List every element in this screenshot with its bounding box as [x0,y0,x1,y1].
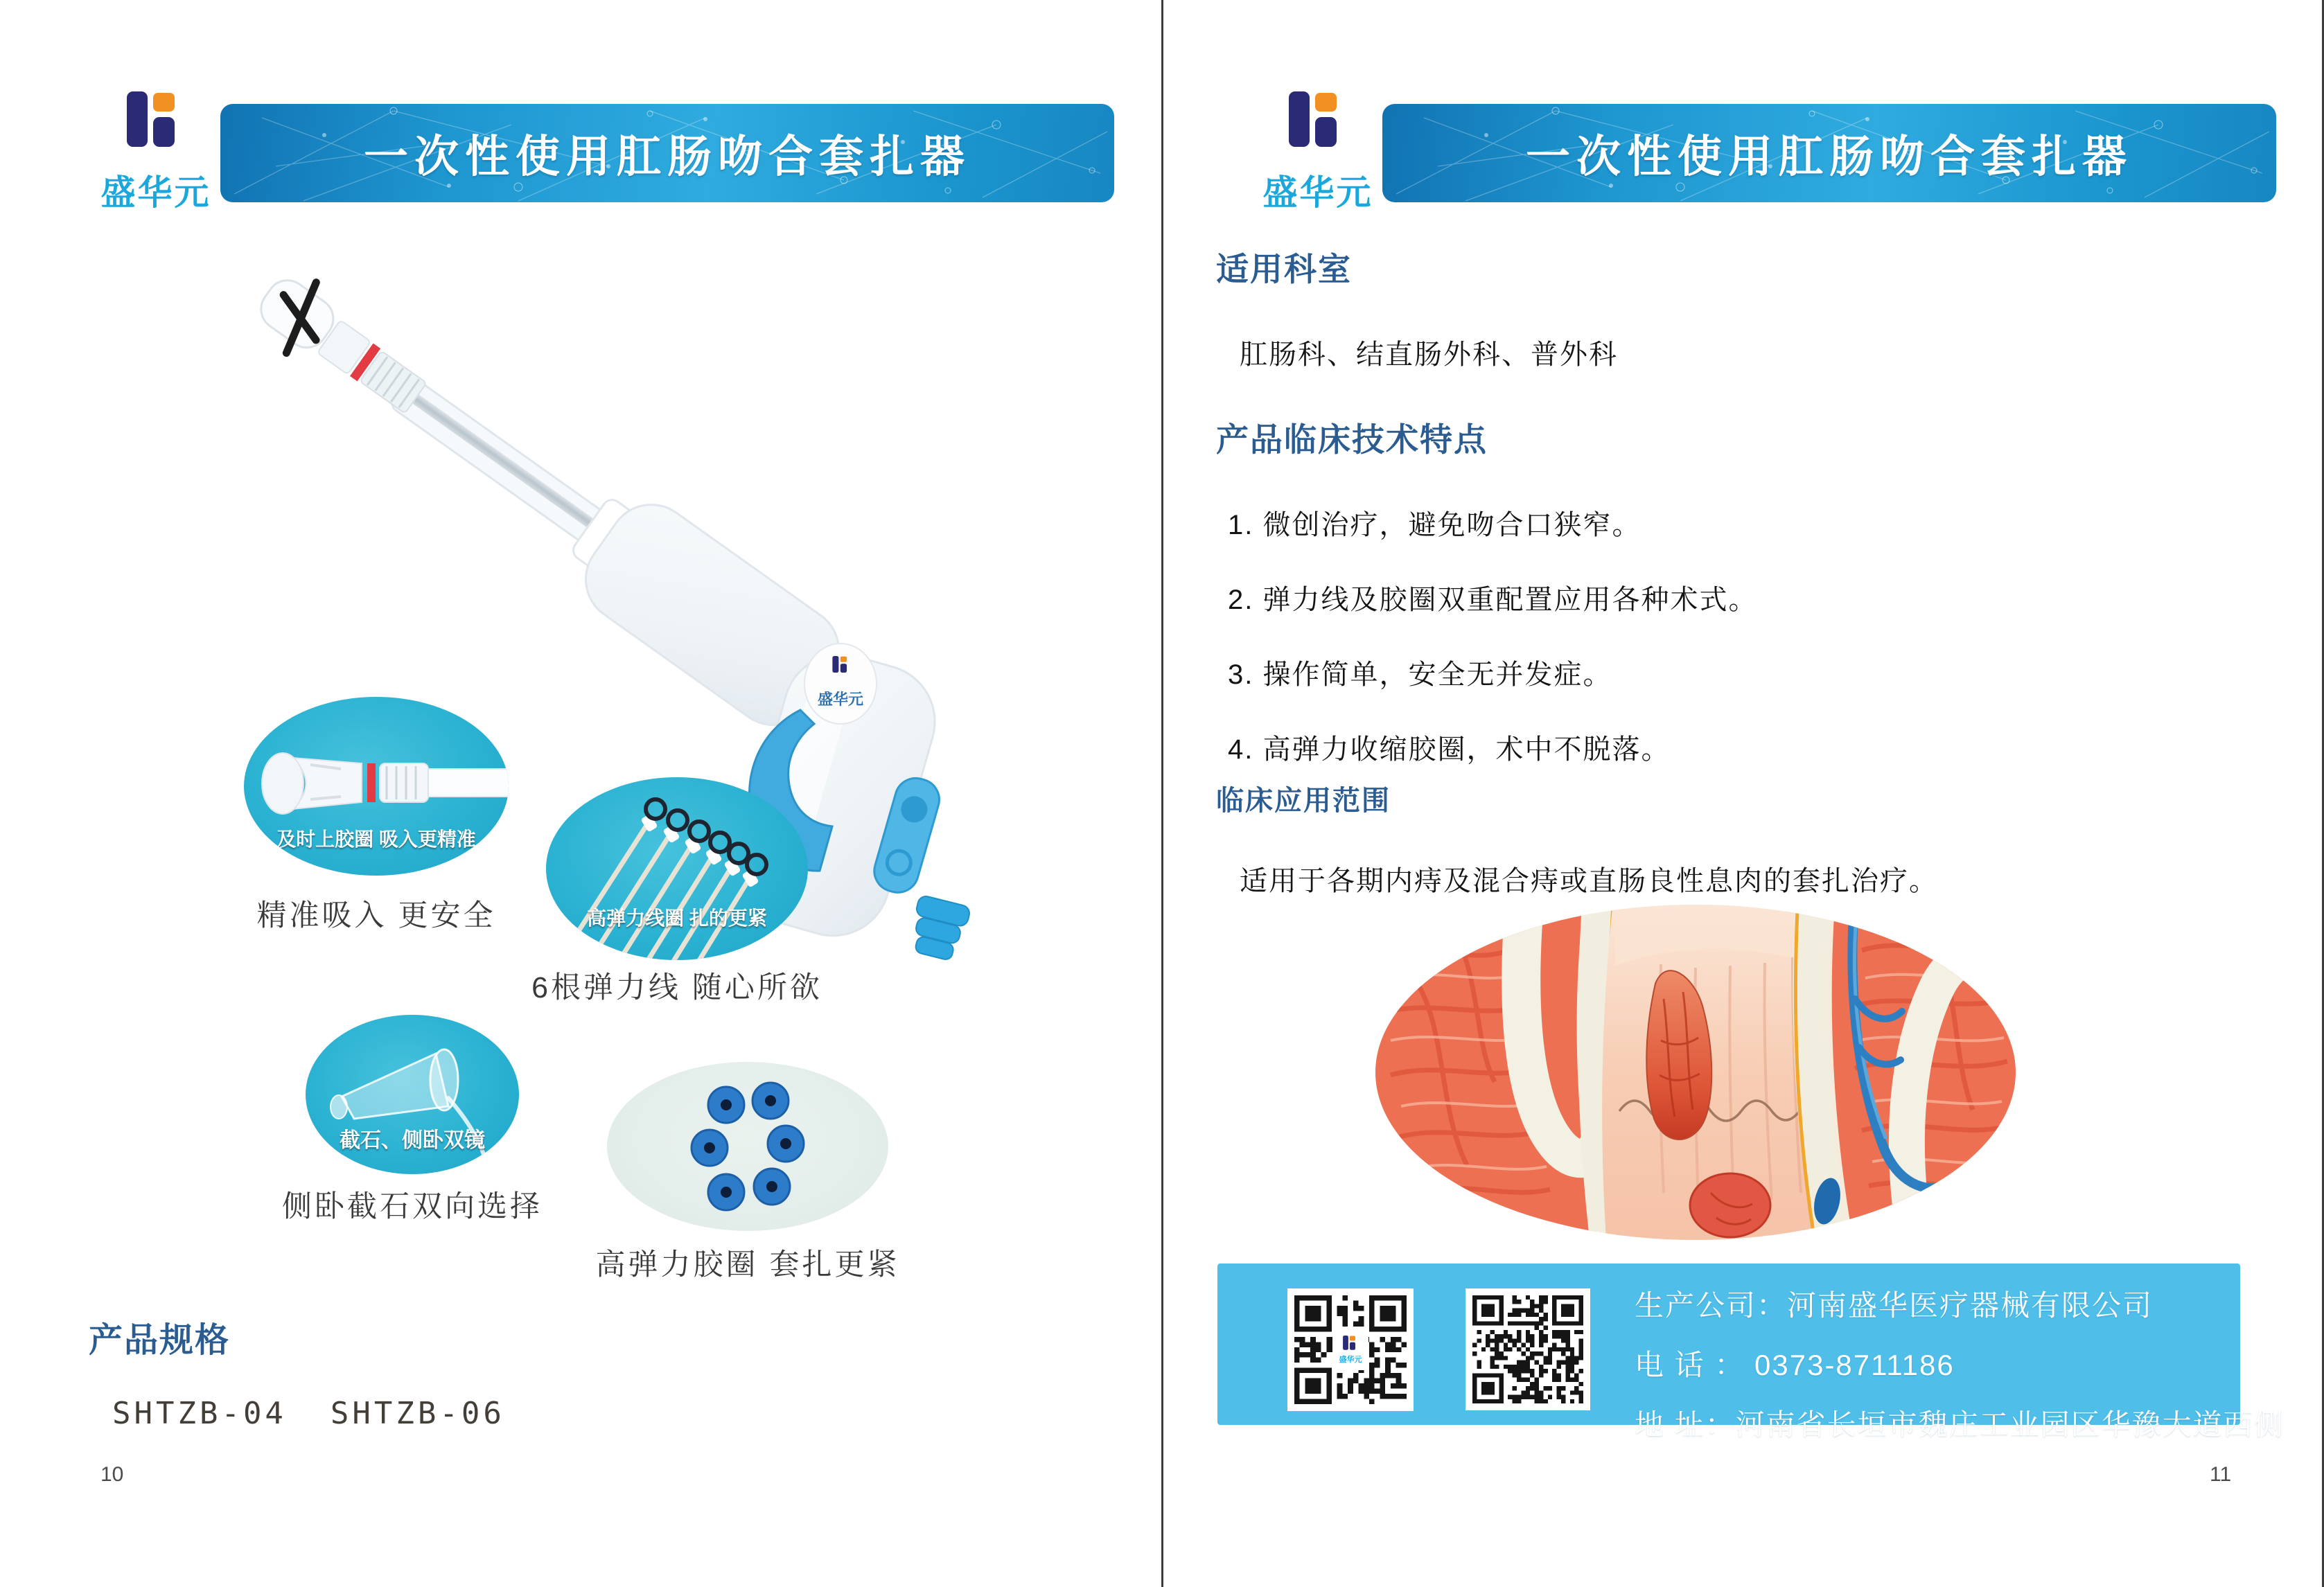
device-brand-sticker [804,644,877,724]
company-logo [1252,91,1384,215]
shenghuayuan-logo-icon [1341,1336,1359,1354]
page-title: 一次性使用肛肠吻合套扎器 [1526,132,2133,181]
anatomy-illustration-hemorrhoids [1370,902,2021,1243]
clinical-features-list [1228,503,1757,802]
page-number: 10 [100,1463,124,1486]
clinical-feature-item: 2. 弹力线及胶圈双重配置应用各种术式。 [1228,585,1758,615]
application-heading: 临床应用范围 [1216,786,1391,816]
contact-info [1635,1283,2285,1444]
feature-badge: 高弹力线圈 扎的更紧 [587,907,767,929]
feature-suction-photo [244,697,509,876]
phone-line: 电 话 ： 0373-8711186 [1635,1349,1955,1381]
clinical-feature-item: 4. 高弹力收缩胶圈，术中不脱落。 [1228,734,1671,765]
application-text: 适用于各期内痔及混合痔或直肠良性息肉的套扎治疗。 [1240,866,1938,896]
feature-elastic-lines-photo [546,777,808,960]
elastic-lines-illustration [546,777,808,960]
feature-badge: 截石、侧卧双镜 [340,1129,485,1152]
feature-label: 高弹力胶圈 套扎更紧 [595,1248,900,1282]
shenghuayuan-logo-icon [121,91,191,161]
feature-label: 6根弹力线 随心所欲 [531,971,822,1004]
feature-label: 精准吸入 更安全 [256,899,496,932]
page-number: 11 [2210,1463,2232,1486]
feature-rubber-rings-photo [607,1062,888,1231]
clinical-feature-item: 1. 微创治疗，避免吻合口狭窄。 [1228,510,1641,540]
qr-center-logo [1332,1330,1368,1370]
departments-heading: 适用科室 [1216,251,1352,287]
page-divider [1161,0,1163,1587]
brand-name: 盛华元 [1262,173,1373,212]
svg-text:盛华元: 盛华元 [817,691,864,708]
qr-code-wechat [1287,1288,1414,1411]
feature-label: 侧卧截石双向选择 [282,1190,543,1223]
feature-anoscope-photo [306,1015,519,1174]
brand-name: 盛华元 [100,173,211,212]
page-11 [1162,0,2324,1587]
specs-model-numbers: SHTZB-04 SHTZB-06 [112,1396,505,1431]
company-logo [90,91,222,215]
clinical-feature-item: 3. 操作简单，安全无并发症。 [1228,659,1612,690]
address-line: 地 址：河南省长垣市魏庄工业园区华豫大道西侧 [1635,1408,2285,1441]
qr-center-brand: 盛华元 [1339,1355,1362,1364]
specs-heading: 产品规格 [89,1322,231,1359]
page-title-banner [1382,104,2276,202]
qr-code-website [1465,1288,1590,1410]
rubber-rings-illustration [607,1062,888,1231]
departments-text: 肛肠科、结直肠外科、普外科 [1240,339,1618,370]
manufacturer-contact-box [1217,1264,2285,1441]
page-title-banner [220,104,1114,202]
page-title: 一次性使用肛肠吻合套扎器 [364,132,971,181]
shenghuayuan-logo-icon [1283,91,1353,161]
feature-badge: 及时上胶圈 吸入更精准 [276,828,476,850]
manufacturer-line: 生产公司：河南盛华医疗器械有限公司 [1635,1289,2154,1322]
clinical-features-heading: 产品临床技术特点 [1216,421,1488,458]
